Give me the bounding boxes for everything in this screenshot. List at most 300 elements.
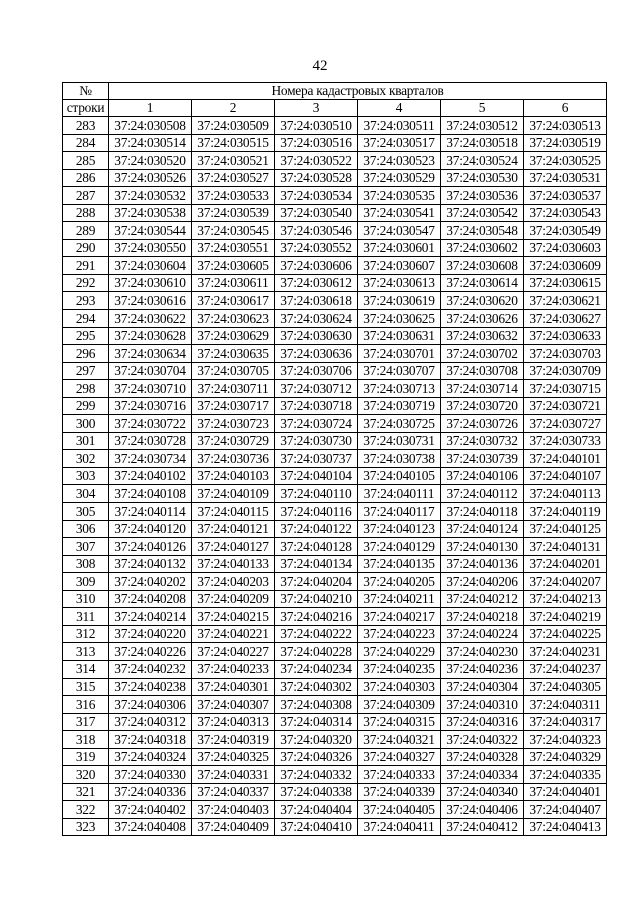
cadastral-number-cell: 37:24:030716 xyxy=(109,397,192,415)
cadastral-number-cell: 37:24:040337 xyxy=(192,783,275,801)
row-number: 309 xyxy=(63,573,109,591)
row-number: 295 xyxy=(63,327,109,345)
row-number: 307 xyxy=(63,538,109,556)
table-row xyxy=(63,818,607,836)
row-number: 306 xyxy=(63,520,109,538)
cadastral-number-cell: 37:24:030722 xyxy=(109,415,192,433)
cadastral-number-cell: 37:24:030636 xyxy=(275,345,358,363)
cadastral-number-cell: 37:24:030708 xyxy=(441,362,524,380)
row-number: 297 xyxy=(63,362,109,380)
cadastral-number-cell: 37:24:040213 xyxy=(524,590,607,608)
row-number: 296 xyxy=(63,345,109,363)
header-group-title: Номера кадастровых кварталов xyxy=(109,83,607,100)
cadastral-number-cell: 37:24:030713 xyxy=(358,380,441,398)
table-row xyxy=(63,239,607,257)
table-row xyxy=(63,660,607,678)
cadastral-number-cell: 37:24:030619 xyxy=(358,292,441,310)
cadastral-number-cell: 37:24:040119 xyxy=(524,503,607,521)
cadastral-number-cell: 37:24:030525 xyxy=(524,152,607,170)
cadastral-number-cell: 37:24:030515 xyxy=(192,134,275,152)
cadastral-number-cell: 37:24:040225 xyxy=(524,625,607,643)
table-row xyxy=(63,327,607,345)
row-number: 283 xyxy=(63,117,109,135)
cadastral-number-cell: 37:24:030510 xyxy=(275,117,358,135)
cadastral-number-cell: 37:24:040306 xyxy=(109,696,192,714)
cadastral-number-cell: 37:24:040303 xyxy=(358,678,441,696)
row-number: 302 xyxy=(63,450,109,468)
cadastral-number-cell: 37:24:030604 xyxy=(109,257,192,275)
table-row xyxy=(63,187,607,205)
cadastral-number-cell: 37:24:030530 xyxy=(441,169,524,187)
cadastral-number-cell: 37:24:030535 xyxy=(358,187,441,205)
table-row xyxy=(63,573,607,591)
cadastral-number-cell: 37:24:030546 xyxy=(275,222,358,240)
cadastral-number-cell: 37:24:040221 xyxy=(192,625,275,643)
cadastral-number-cell: 37:24:030618 xyxy=(275,292,358,310)
cadastral-number-cell: 37:24:030523 xyxy=(358,152,441,170)
cadastral-number-cell: 37:24:030625 xyxy=(358,310,441,328)
cadastral-number-cell: 37:24:040102 xyxy=(109,467,192,485)
cadastral-number-cell: 37:24:030718 xyxy=(275,397,358,415)
cadastral-number-cell: 37:24:040403 xyxy=(192,801,275,819)
cadastral-number-cell: 37:24:030533 xyxy=(192,187,275,205)
row-number: 313 xyxy=(63,643,109,661)
cadastral-number-cell: 37:24:040224 xyxy=(441,625,524,643)
cadastral-number-cell: 37:24:040123 xyxy=(358,520,441,538)
cadastral-number-cell: 37:24:030620 xyxy=(441,292,524,310)
cadastral-number-cell: 37:24:040132 xyxy=(109,555,192,573)
cadastral-number-cell: 37:24:040336 xyxy=(109,783,192,801)
cadastral-number-cell: 37:24:030513 xyxy=(524,117,607,135)
cadastral-number-cell: 37:24:030538 xyxy=(109,204,192,222)
header-col-5: 5 xyxy=(441,100,524,117)
cadastral-number-cell: 37:24:040107 xyxy=(524,467,607,485)
row-number: 321 xyxy=(63,783,109,801)
cadastral-number-cell: 37:24:040408 xyxy=(109,818,192,836)
cadastral-number-cell: 37:24:030733 xyxy=(524,432,607,450)
cadastral-number-cell: 37:24:040217 xyxy=(358,608,441,626)
cadastral-number-cell: 37:24:030611 xyxy=(192,274,275,292)
cadastral-number-cell: 37:24:040231 xyxy=(524,643,607,661)
cadastral-number-cell: 37:24:040326 xyxy=(275,748,358,766)
cadastral-number-cell: 37:24:040330 xyxy=(109,766,192,784)
cadastral-number-cell: 37:24:030529 xyxy=(358,169,441,187)
cadastral-number-cell: 37:24:030737 xyxy=(275,450,358,468)
cadastral-number-cell: 37:24:030539 xyxy=(192,204,275,222)
cadastral-number-cell: 37:24:030628 xyxy=(109,327,192,345)
cadastral-number-cell: 37:24:040301 xyxy=(192,678,275,696)
cadastral-quarters-table xyxy=(62,82,607,836)
row-number: 308 xyxy=(63,555,109,573)
cadastral-number-cell: 37:24:040208 xyxy=(109,590,192,608)
cadastral-number-cell: 37:24:040227 xyxy=(192,643,275,661)
cadastral-number-cell: 37:24:030634 xyxy=(109,345,192,363)
cadastral-number-cell: 37:24:040322 xyxy=(441,731,524,749)
cadastral-number-cell: 37:24:030622 xyxy=(109,310,192,328)
cadastral-number-cell: 37:24:030509 xyxy=(192,117,275,135)
cadastral-number-cell: 37:24:030548 xyxy=(441,222,524,240)
row-number: 318 xyxy=(63,731,109,749)
row-number: 314 xyxy=(63,660,109,678)
cadastral-number-cell: 37:24:040236 xyxy=(441,660,524,678)
cadastral-number-cell: 37:24:040201 xyxy=(524,555,607,573)
cadastral-number-cell: 37:24:040103 xyxy=(192,467,275,485)
header-col-6: 6 xyxy=(524,100,607,117)
table-row xyxy=(63,450,607,468)
row-number: 322 xyxy=(63,801,109,819)
cadastral-number-cell: 37:24:030542 xyxy=(441,204,524,222)
cadastral-number-cell: 37:24:040223 xyxy=(358,625,441,643)
header-row-label: строки xyxy=(63,100,109,117)
header-col-1: 1 xyxy=(109,100,192,117)
cadastral-number-cell: 37:24:030635 xyxy=(192,345,275,363)
cadastral-number-cell: 37:24:040219 xyxy=(524,608,607,626)
cadastral-number-cell: 37:24:040328 xyxy=(441,748,524,766)
cadastral-number-cell: 37:24:030721 xyxy=(524,397,607,415)
cadastral-number-cell: 37:24:040405 xyxy=(358,801,441,819)
cadastral-number-cell: 37:24:040212 xyxy=(441,590,524,608)
table-row xyxy=(63,520,607,538)
cadastral-number-cell: 37:24:040131 xyxy=(524,538,607,556)
cadastral-number-cell: 37:24:030728 xyxy=(109,432,192,450)
cadastral-number-cell: 37:24:030715 xyxy=(524,380,607,398)
cadastral-number-cell: 37:24:030633 xyxy=(524,327,607,345)
cadastral-number-cell: 37:24:040411 xyxy=(358,818,441,836)
cadastral-number-cell: 37:24:030609 xyxy=(524,257,607,275)
cadastral-number-cell: 37:24:040209 xyxy=(192,590,275,608)
cadastral-number-cell: 37:24:030526 xyxy=(109,169,192,187)
row-number: 291 xyxy=(63,257,109,275)
cadastral-number-cell: 37:24:040111 xyxy=(358,485,441,503)
row-number: 299 xyxy=(63,397,109,415)
table-row xyxy=(63,134,607,152)
cadastral-number-cell: 37:24:040222 xyxy=(275,625,358,643)
cadastral-number-cell: 37:24:040413 xyxy=(524,818,607,836)
cadastral-number-cell: 37:24:030605 xyxy=(192,257,275,275)
row-number: 286 xyxy=(63,169,109,187)
cadastral-number-cell: 37:24:040113 xyxy=(524,485,607,503)
cadastral-number-cell: 37:24:040112 xyxy=(441,485,524,503)
cadastral-number-cell: 37:24:030631 xyxy=(358,327,441,345)
cadastral-number-cell: 37:24:040206 xyxy=(441,573,524,591)
table-row xyxy=(63,801,607,819)
cadastral-number-cell: 37:24:030719 xyxy=(358,397,441,415)
cadastral-number-cell: 37:24:040104 xyxy=(275,467,358,485)
cadastral-number-cell: 37:24:030547 xyxy=(358,222,441,240)
cadastral-number-cell: 37:24:040320 xyxy=(275,731,358,749)
cadastral-number-cell: 37:24:040302 xyxy=(275,678,358,696)
cadastral-number-cell: 37:24:030627 xyxy=(524,310,607,328)
cadastral-number-cell: 37:24:030724 xyxy=(275,415,358,433)
cadastral-number-cell: 37:24:030723 xyxy=(192,415,275,433)
cadastral-number-cell: 37:24:040310 xyxy=(441,696,524,714)
cadastral-number-cell: 37:24:030617 xyxy=(192,292,275,310)
table-row xyxy=(63,590,607,608)
cadastral-number-cell: 37:24:030709 xyxy=(524,362,607,380)
cadastral-number-cell: 37:24:040340 xyxy=(441,783,524,801)
row-number: 298 xyxy=(63,380,109,398)
cadastral-number-cell: 37:24:040115 xyxy=(192,503,275,521)
cadastral-number-cell: 37:24:030705 xyxy=(192,362,275,380)
cadastral-number-cell: 37:24:030616 xyxy=(109,292,192,310)
row-number: 285 xyxy=(63,152,109,170)
cadastral-number-cell: 37:24:030720 xyxy=(441,397,524,415)
cadastral-number-cell: 37:24:030732 xyxy=(441,432,524,450)
cadastral-number-cell: 37:24:040109 xyxy=(192,485,275,503)
cadastral-number-cell: 37:24:030734 xyxy=(109,450,192,468)
cadastral-number-cell: 37:24:040412 xyxy=(441,818,524,836)
cadastral-number-cell: 37:24:030725 xyxy=(358,415,441,433)
cadastral-number-cell: 37:24:040233 xyxy=(192,660,275,678)
cadastral-number-cell: 37:24:030524 xyxy=(441,152,524,170)
cadastral-number-cell: 37:24:030630 xyxy=(275,327,358,345)
cadastral-number-cell: 37:24:040214 xyxy=(109,608,192,626)
cadastral-number-cell: 37:24:040238 xyxy=(109,678,192,696)
cadastral-number-cell: 37:24:030706 xyxy=(275,362,358,380)
cadastral-number-cell: 37:24:030550 xyxy=(109,239,192,257)
cadastral-number-cell: 37:24:040409 xyxy=(192,818,275,836)
cadastral-number-cell: 37:24:030613 xyxy=(358,274,441,292)
cadastral-number-cell: 37:24:030712 xyxy=(275,380,358,398)
cadastral-number-cell: 37:24:040406 xyxy=(441,801,524,819)
cadastral-number-cell: 37:24:040124 xyxy=(441,520,524,538)
cadastral-number-cell: 37:24:030551 xyxy=(192,239,275,257)
cadastral-number-cell: 37:24:030717 xyxy=(192,397,275,415)
cadastral-number-cell: 37:24:040118 xyxy=(441,503,524,521)
cadastral-number-cell: 37:24:040318 xyxy=(109,731,192,749)
cadastral-number-cell: 37:24:030522 xyxy=(275,152,358,170)
cadastral-number-cell: 37:24:030549 xyxy=(524,222,607,240)
cadastral-number-cell: 37:24:030621 xyxy=(524,292,607,310)
cadastral-number-cell: 37:24:040309 xyxy=(358,696,441,714)
table-row xyxy=(63,397,607,415)
table-row xyxy=(63,169,607,187)
cadastral-number-cell: 37:24:040211 xyxy=(358,590,441,608)
cadastral-number-cell: 37:24:040229 xyxy=(358,643,441,661)
cadastral-number-cell: 37:24:030543 xyxy=(524,204,607,222)
table-row xyxy=(63,748,607,766)
table-row xyxy=(63,608,607,626)
cadastral-number-cell: 37:24:040202 xyxy=(109,573,192,591)
cadastral-number-cell: 37:24:040230 xyxy=(441,643,524,661)
cadastral-number-cell: 37:24:040321 xyxy=(358,731,441,749)
row-number: 294 xyxy=(63,310,109,328)
table-row xyxy=(63,380,607,398)
cadastral-number-cell: 37:24:040204 xyxy=(275,573,358,591)
cadastral-number-cell: 37:24:030541 xyxy=(358,204,441,222)
cadastral-number-cell: 37:24:030727 xyxy=(524,415,607,433)
row-number: 312 xyxy=(63,625,109,643)
cadastral-number-cell: 37:24:030614 xyxy=(441,274,524,292)
row-number: 323 xyxy=(63,818,109,836)
table-row xyxy=(63,713,607,731)
row-number: 292 xyxy=(63,274,109,292)
header-row-columns xyxy=(63,100,607,117)
cadastral-number-cell: 37:24:040122 xyxy=(275,520,358,538)
cadastral-number-cell: 37:24:040207 xyxy=(524,573,607,591)
cadastral-number-cell: 37:24:030516 xyxy=(275,134,358,152)
cadastral-number-cell: 37:24:040106 xyxy=(441,467,524,485)
row-number: 316 xyxy=(63,696,109,714)
cadastral-number-cell: 37:24:040136 xyxy=(441,555,524,573)
cadastral-number-cell: 37:24:040333 xyxy=(358,766,441,784)
cadastral-number-cell: 37:24:040216 xyxy=(275,608,358,626)
table-row xyxy=(63,345,607,363)
cadastral-number-cell: 37:24:030730 xyxy=(275,432,358,450)
row-number: 288 xyxy=(63,204,109,222)
cadastral-number-cell: 37:24:030528 xyxy=(275,169,358,187)
cadastral-number-cell: 37:24:040332 xyxy=(275,766,358,784)
cadastral-number-cell: 37:24:040313 xyxy=(192,713,275,731)
cadastral-number-cell: 37:24:030624 xyxy=(275,310,358,328)
cadastral-number-cell: 37:24:030629 xyxy=(192,327,275,345)
cadastral-number-cell: 37:24:040327 xyxy=(358,748,441,766)
cadastral-number-cell: 37:24:040234 xyxy=(275,660,358,678)
cadastral-number-cell: 37:24:040226 xyxy=(109,643,192,661)
row-number: 310 xyxy=(63,590,109,608)
cadastral-number-cell: 37:24:040404 xyxy=(275,801,358,819)
cadastral-number-cell: 37:24:040329 xyxy=(524,748,607,766)
cadastral-number-cell: 37:24:040121 xyxy=(192,520,275,538)
cadastral-number-cell: 37:24:030632 xyxy=(441,327,524,345)
cadastral-number-cell: 37:24:030518 xyxy=(441,134,524,152)
cadastral-number-cell: 37:24:040130 xyxy=(441,538,524,556)
cadastral-number-cell: 37:24:030731 xyxy=(358,432,441,450)
cadastral-number-cell: 37:24:040127 xyxy=(192,538,275,556)
cadastral-number-cell: 37:24:040308 xyxy=(275,696,358,714)
cadastral-number-cell: 37:24:040237 xyxy=(524,660,607,678)
table-row xyxy=(63,643,607,661)
table-row xyxy=(63,415,607,433)
cadastral-number-cell: 37:24:040218 xyxy=(441,608,524,626)
table-row xyxy=(63,503,607,521)
cadastral-number-cell: 37:24:040220 xyxy=(109,625,192,643)
header-col-2: 2 xyxy=(192,100,275,117)
cadastral-number-cell: 37:24:030703 xyxy=(524,345,607,363)
cadastral-number-cell: 37:24:030532 xyxy=(109,187,192,205)
table-row xyxy=(63,485,607,503)
cadastral-number-cell: 37:24:040120 xyxy=(109,520,192,538)
cadastral-number-cell: 37:24:040325 xyxy=(192,748,275,766)
cadastral-number-cell: 37:24:040134 xyxy=(275,555,358,573)
table-row xyxy=(63,783,607,801)
cadastral-number-cell: 37:24:040135 xyxy=(358,555,441,573)
table-row xyxy=(63,678,607,696)
cadastral-number-cell: 37:24:040108 xyxy=(109,485,192,503)
cadastral-number-cell: 37:24:040331 xyxy=(192,766,275,784)
cadastral-number-cell: 37:24:030623 xyxy=(192,310,275,328)
row-number: 304 xyxy=(63,485,109,503)
row-number: 303 xyxy=(63,467,109,485)
cadastral-number-cell: 37:24:040407 xyxy=(524,801,607,819)
cadastral-number-cell: 37:24:030545 xyxy=(192,222,275,240)
cadastral-number-cell: 37:24:030711 xyxy=(192,380,275,398)
cadastral-number-cell: 37:24:030607 xyxy=(358,257,441,275)
header-col-3: 3 xyxy=(275,100,358,117)
cadastral-number-cell: 37:24:030511 xyxy=(358,117,441,135)
cadastral-number-cell: 37:24:040312 xyxy=(109,713,192,731)
cadastral-number-cell: 37:24:030508 xyxy=(109,117,192,135)
cadastral-number-cell: 37:24:030521 xyxy=(192,152,275,170)
cadastral-number-cell: 37:24:040315 xyxy=(358,713,441,731)
cadastral-number-cell: 37:24:040316 xyxy=(441,713,524,731)
cadastral-number-cell: 37:24:040210 xyxy=(275,590,358,608)
cadastral-number-cell: 37:24:030736 xyxy=(192,450,275,468)
cadastral-number-cell: 37:24:030512 xyxy=(441,117,524,135)
cadastral-number-cell: 37:24:030536 xyxy=(441,187,524,205)
row-number: 287 xyxy=(63,187,109,205)
table-row xyxy=(63,362,607,380)
table-header xyxy=(63,83,607,117)
cadastral-number-cell: 37:24:040205 xyxy=(358,573,441,591)
row-number: 293 xyxy=(63,292,109,310)
row-number: 311 xyxy=(63,608,109,626)
cadastral-number-cell: 37:24:030540 xyxy=(275,204,358,222)
cadastral-number-cell: 37:24:030534 xyxy=(275,187,358,205)
cadastral-number-cell: 37:24:030517 xyxy=(358,134,441,152)
cadastral-number-cell: 37:24:040335 xyxy=(524,766,607,784)
cadastral-number-cell: 37:24:030602 xyxy=(441,239,524,257)
cadastral-number-cell: 37:24:030707 xyxy=(358,362,441,380)
cadastral-number-cell: 37:24:040323 xyxy=(524,731,607,749)
table-row xyxy=(63,152,607,170)
table-row xyxy=(63,117,607,135)
cadastral-number-cell: 37:24:030626 xyxy=(441,310,524,328)
cadastral-number-cell: 37:24:030615 xyxy=(524,274,607,292)
cadastral-number-cell: 37:24:040128 xyxy=(275,538,358,556)
cadastral-number-cell: 37:24:030544 xyxy=(109,222,192,240)
row-number: 290 xyxy=(63,239,109,257)
cadastral-number-cell: 37:24:040110 xyxy=(275,485,358,503)
row-number: 305 xyxy=(63,503,109,521)
cadastral-number-cell: 37:24:040116 xyxy=(275,503,358,521)
cadastral-number-cell: 37:24:040410 xyxy=(275,818,358,836)
cadastral-number-cell: 37:24:030606 xyxy=(275,257,358,275)
cadastral-number-cell: 37:24:040117 xyxy=(358,503,441,521)
cadastral-number-cell: 37:24:030714 xyxy=(441,380,524,398)
table-row xyxy=(63,766,607,784)
cadastral-number-cell: 37:24:030739 xyxy=(441,450,524,468)
cadastral-number-cell: 37:24:040319 xyxy=(192,731,275,749)
cadastral-number-cell: 37:24:040101 xyxy=(524,450,607,468)
cadastral-number-cell: 37:24:040133 xyxy=(192,555,275,573)
table-row xyxy=(63,432,607,450)
cadastral-number-cell: 37:24:040314 xyxy=(275,713,358,731)
header-no-label: № xyxy=(63,83,109,100)
cadastral-number-cell: 37:24:030608 xyxy=(441,257,524,275)
row-number: 289 xyxy=(63,222,109,240)
table-row xyxy=(63,222,607,240)
cadastral-number-cell: 37:24:040311 xyxy=(524,696,607,714)
cadastral-number-cell: 37:24:040114 xyxy=(109,503,192,521)
cadastral-number-cell: 37:24:030537 xyxy=(524,187,607,205)
table-row xyxy=(63,731,607,749)
cadastral-number-cell: 37:24:030704 xyxy=(109,362,192,380)
table-row xyxy=(63,204,607,222)
table-row xyxy=(63,538,607,556)
cadastral-number-cell: 37:24:040203 xyxy=(192,573,275,591)
cadastral-number-cell: 37:24:040339 xyxy=(358,783,441,801)
cadastral-number-cell: 37:24:040126 xyxy=(109,538,192,556)
cadastral-number-cell: 37:24:030527 xyxy=(192,169,275,187)
cadastral-number-cell: 37:24:030514 xyxy=(109,134,192,152)
cadastral-number-cell: 37:24:030701 xyxy=(358,345,441,363)
cadastral-number-cell: 37:24:030610 xyxy=(109,274,192,292)
cadastral-number-cell: 37:24:030710 xyxy=(109,380,192,398)
cadastral-number-cell: 37:24:040338 xyxy=(275,783,358,801)
cadastral-number-cell: 37:24:030552 xyxy=(275,239,358,257)
table-body xyxy=(63,117,607,836)
